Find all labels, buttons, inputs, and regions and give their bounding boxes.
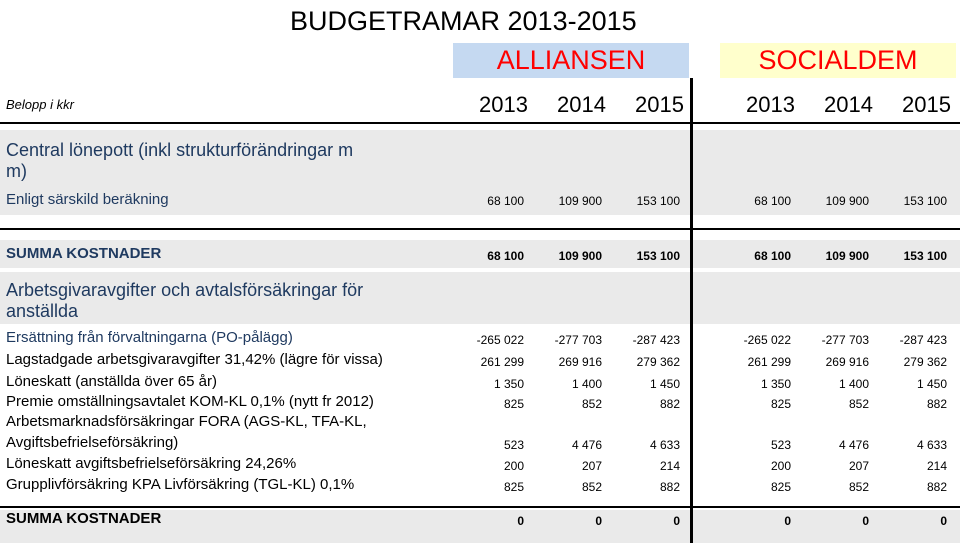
cell: 4 633 <box>916 438 947 452</box>
summa-label: SUMMA KOSTNADER <box>6 510 162 527</box>
cell: 0 <box>595 514 602 528</box>
cell: 523 <box>770 438 791 452</box>
cell: 825 <box>770 397 791 411</box>
cell: 279 362 <box>903 355 947 369</box>
cell: 214 <box>659 459 680 473</box>
column-divider <box>690 78 693 543</box>
cell: 1 450 <box>649 377 680 391</box>
section-heading: Central lönepott (inkl strukturförändringar m m) <box>6 140 354 181</box>
cell: 1 400 <box>838 377 869 391</box>
cell: 4 633 <box>649 438 680 452</box>
cell: 200 <box>770 459 791 473</box>
cell: 68 100 <box>487 194 524 208</box>
cell: 852 <box>581 397 602 411</box>
cell: 852 <box>848 480 869 494</box>
cell: 825 <box>770 480 791 494</box>
cell: 0 <box>940 514 947 528</box>
cell: 0 <box>784 514 791 528</box>
cell: 207 <box>848 459 869 473</box>
cell: -265 022 <box>743 333 791 347</box>
cell: 4 476 <box>838 438 869 452</box>
cell: 825 <box>503 397 524 411</box>
cell: 852 <box>581 480 602 494</box>
page-title: BUDGETRAMAR 2013-2015 <box>290 6 637 36</box>
divider <box>0 506 960 508</box>
cell: 882 <box>926 397 947 411</box>
row-label: Grupplivförsäkring KPA Livförsäkring (TGL-KL) 0,1% <box>6 476 355 493</box>
year-header: 2013 <box>479 92 528 117</box>
cell: 1 350 <box>493 377 524 391</box>
cell: 109 900 <box>825 249 869 263</box>
row-label: Löneskatt (anställda över 65 år) <box>6 373 217 390</box>
cell: 68 100 <box>487 249 524 263</box>
cell: 68 100 <box>754 194 791 208</box>
cell: 0 <box>673 514 680 528</box>
divider <box>0 228 960 230</box>
year-header: 2014 <box>557 92 606 117</box>
row-label: Lagstadgade arbetsgivaravgifter 31,42% (lägre för vissa) <box>6 351 383 368</box>
cell: 882 <box>659 480 680 494</box>
cell: 214 <box>926 459 947 473</box>
cell: -277 703 <box>554 333 602 347</box>
cell: 523 <box>503 438 524 452</box>
row-label: Löneskatt avgiftsbefrielseförsäkring 24,26% <box>6 455 297 472</box>
cell: 0 <box>862 514 869 528</box>
cell: 200 <box>503 459 524 473</box>
cell: 1 450 <box>916 377 947 391</box>
cell: -265 022 <box>476 333 524 347</box>
row-label: Ersättning från förvaltningarna (PO-pålägg) <box>6 329 293 346</box>
cell: 1 400 <box>571 377 602 391</box>
cell: 0 <box>517 514 524 528</box>
section-heading: Arbetsgivaravgifter och avtalsförsäkringar för anställda <box>6 280 364 321</box>
divider <box>0 122 960 124</box>
cell: 882 <box>659 397 680 411</box>
cell: -287 423 <box>632 333 680 347</box>
cell: 153 100 <box>903 249 947 263</box>
row-label: Premie omställningsavtalet KOM-KL 0,1% (nytt fr 2012) <box>6 393 374 410</box>
year-header: 2015 <box>902 92 951 117</box>
cell: 825 <box>503 480 524 494</box>
cell: 109 900 <box>825 194 869 208</box>
cell: 852 <box>848 397 869 411</box>
cell: 261 299 <box>480 355 524 369</box>
summa-label: SUMMA KOSTNADER <box>6 245 162 262</box>
cell: 68 100 <box>754 249 791 263</box>
year-header: 2013 <box>746 92 795 117</box>
cell: 269 916 <box>825 355 869 369</box>
group-header-socialdem: SOCIALDEM <box>720 43 956 78</box>
row-label: Avgiftsbefrielseförsäkring) <box>6 434 179 451</box>
cell: 207 <box>581 459 602 473</box>
cell: 153 100 <box>636 249 680 263</box>
year-header: 2015 <box>635 92 684 117</box>
cell: 153 100 <box>903 194 947 208</box>
cell: -277 703 <box>821 333 869 347</box>
row-label: Enligt särskild beräkning <box>6 191 169 208</box>
year-header: 2014 <box>824 92 873 117</box>
cell: 153 100 <box>636 194 680 208</box>
cell: 279 362 <box>636 355 680 369</box>
cell: 1 350 <box>760 377 791 391</box>
cell: 109 900 <box>558 194 602 208</box>
cell: 269 916 <box>558 355 602 369</box>
cell: -287 423 <box>899 333 947 347</box>
group-header-alliansen: ALLIANSEN <box>453 43 689 78</box>
row-label: Arbetsmarknadsförsäkringar FORA (AGS-KL, TFA-KL, <box>6 413 367 430</box>
cell: 109 900 <box>558 249 602 263</box>
cell: 882 <box>926 480 947 494</box>
unit-label: Belopp i kkr <box>6 97 74 112</box>
cell: 261 299 <box>747 355 791 369</box>
cell: 4 476 <box>571 438 602 452</box>
